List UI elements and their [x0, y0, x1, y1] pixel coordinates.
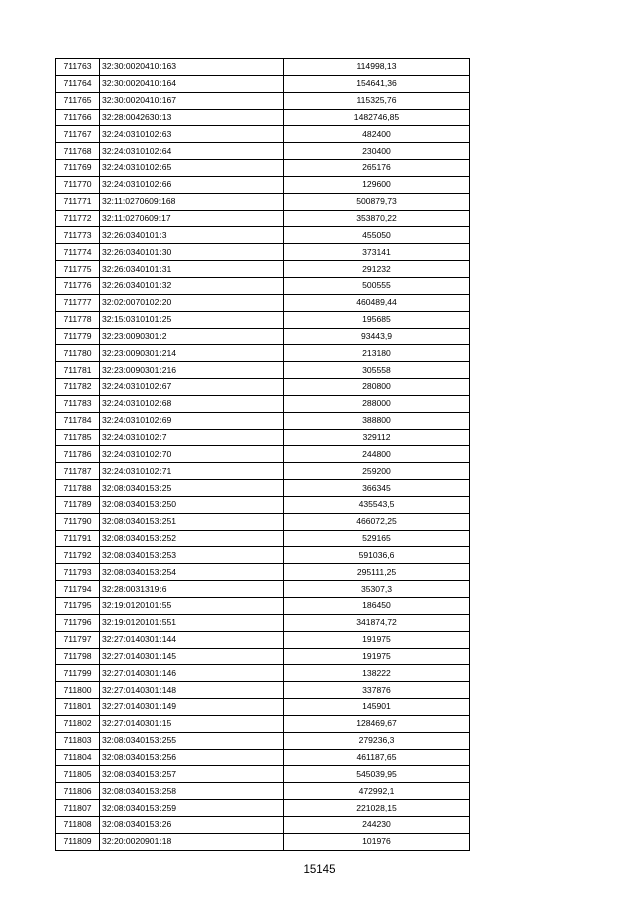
cadastral-value-cell: 213180: [284, 345, 470, 362]
cadastral-number-cell: 32:30:0020410:167: [100, 92, 284, 109]
cadastral-value-cell: 280800: [284, 379, 470, 396]
table-row: [56, 463, 470, 480]
cadastral-value-cell: 435543,5: [284, 496, 470, 513]
cadastral-value-cell: 259200: [284, 463, 470, 480]
row-id-cell: 711766: [56, 109, 100, 126]
cadastral-value-cell: 195685: [284, 311, 470, 328]
cadastral-value-cell: 128469,67: [284, 715, 470, 732]
cadastral-number-cell: 32:26:0340101:32: [100, 277, 284, 294]
cadastral-number-cell: 32:28:0042630:13: [100, 109, 284, 126]
cadastral-number-cell: 32:27:0140301:15: [100, 715, 284, 732]
row-id-cell: 711775: [56, 261, 100, 278]
table-row: [56, 429, 470, 446]
cadastral-number-cell: 32:24:0310102:66: [100, 176, 284, 193]
cadastral-number-cell: 32:24:0310102:70: [100, 446, 284, 463]
row-id-cell: 711778: [56, 311, 100, 328]
cadastral-number-cell: 32:27:0140301:144: [100, 631, 284, 648]
row-id-cell: 711786: [56, 446, 100, 463]
cadastral-number-cell: 32:08:0340153:257: [100, 766, 284, 783]
table-row: [56, 176, 470, 193]
cadastral-value-cell: 455050: [284, 227, 470, 244]
cadastral-number-cell: 32:08:0340153:258: [100, 783, 284, 800]
row-id-cell: 711764: [56, 75, 100, 92]
table-row: [56, 699, 470, 716]
cadastral-number-cell: 32:30:0020410:163: [100, 59, 284, 76]
table-row: [56, 800, 470, 817]
row-id-cell: 711770: [56, 176, 100, 193]
cadastral-number-cell: 32:23:0090301:216: [100, 362, 284, 379]
cadastral-value-cell: 145901: [284, 699, 470, 716]
row-id-cell: 711795: [56, 598, 100, 615]
row-id-cell: 711763: [56, 59, 100, 76]
cadastral-number-cell: 32:08:0340153:252: [100, 530, 284, 547]
cadastral-value-cell: 1482746,85: [284, 109, 470, 126]
cadastral-value-cell: 482400: [284, 126, 470, 143]
cadastral-number-cell: 32:08:0340153:250: [100, 496, 284, 513]
cadastral-value-cell: 500555: [284, 277, 470, 294]
row-id-cell: 711807: [56, 800, 100, 817]
table-row: [56, 294, 470, 311]
table-row: [56, 715, 470, 732]
cadastral-value-cell: 305558: [284, 362, 470, 379]
row-id-cell: 711780: [56, 345, 100, 362]
cadastral-value-cell: 373141: [284, 244, 470, 261]
table-row: [56, 412, 470, 429]
cadastral-value-cell: 337876: [284, 682, 470, 699]
cadastral-number-cell: 32:28:0031319:6: [100, 581, 284, 598]
table-row: [56, 59, 470, 76]
table-row: [56, 328, 470, 345]
table-row: [56, 395, 470, 412]
cadastral-value-cell: 545039,95: [284, 766, 470, 783]
row-id-cell: 711805: [56, 766, 100, 783]
table-row: [56, 816, 470, 833]
cadastral-value-cell: 265176: [284, 160, 470, 177]
cadastral-number-cell: 32:11:0270609:168: [100, 193, 284, 210]
cadastral-value-cell: 129600: [284, 176, 470, 193]
table-row: [56, 126, 470, 143]
table-row: [56, 665, 470, 682]
cadastral-number-cell: 32:27:0140301:146: [100, 665, 284, 682]
cadastral-value-table: [55, 58, 470, 851]
row-id-cell: 711788: [56, 480, 100, 497]
cadastral-value-cell: 329112: [284, 429, 470, 446]
cadastral-number-cell: 32:30:0020410:164: [100, 75, 284, 92]
cadastral-number-cell: 32:26:0340101:31: [100, 261, 284, 278]
table-row: [56, 614, 470, 631]
cadastral-number-cell: 32:19:0120101:551: [100, 614, 284, 631]
row-id-cell: 711793: [56, 564, 100, 581]
table-row: [56, 244, 470, 261]
cadastral-number-cell: 32:23:0090301:214: [100, 345, 284, 362]
table-row: [56, 598, 470, 615]
cadastral-value-cell: 230400: [284, 143, 470, 160]
row-id-cell: 711785: [56, 429, 100, 446]
page-number: 15145: [303, 864, 336, 876]
table-row: [56, 564, 470, 581]
table-row: [56, 143, 470, 160]
row-id-cell: 711772: [56, 210, 100, 227]
table-row: [56, 513, 470, 530]
table-row: [56, 379, 470, 396]
table-row: [56, 682, 470, 699]
table-row: [56, 581, 470, 598]
cadastral-number-cell: 32:23:0090301:2: [100, 328, 284, 345]
cadastral-value-cell: 115325,76: [284, 92, 470, 109]
cadastral-number-cell: 32:08:0340153:253: [100, 547, 284, 564]
table-row: [56, 648, 470, 665]
table-row: [56, 227, 470, 244]
row-id-cell: 711796: [56, 614, 100, 631]
row-id-cell: 711771: [56, 193, 100, 210]
cadastral-number-cell: 32:02:0070102:20: [100, 294, 284, 311]
cadastral-value-cell: 353870,22: [284, 210, 470, 227]
row-id-cell: 711808: [56, 816, 100, 833]
row-id-cell: 711794: [56, 581, 100, 598]
table-row: [56, 766, 470, 783]
row-id-cell: 711802: [56, 715, 100, 732]
row-id-cell: 711801: [56, 699, 100, 716]
cadastral-value-cell: 154641,36: [284, 75, 470, 92]
cadastral-value-cell: 500879,73: [284, 193, 470, 210]
cadastral-number-cell: 32:24:0310102:7: [100, 429, 284, 446]
cadastral-value-cell: 461187,65: [284, 749, 470, 766]
table-row: [56, 193, 470, 210]
cadastral-number-cell: 32:24:0310102:67: [100, 379, 284, 396]
cadastral-value-cell: 460489,44: [284, 294, 470, 311]
cadastral-value-cell: 591036,6: [284, 547, 470, 564]
table-row: [56, 160, 470, 177]
row-id-cell: 711790: [56, 513, 100, 530]
row-id-cell: 711773: [56, 227, 100, 244]
table-row: [56, 311, 470, 328]
cadastral-number-cell: 32:24:0310102:69: [100, 412, 284, 429]
table-row: [56, 530, 470, 547]
cadastral-number-cell: 32:24:0310102:68: [100, 395, 284, 412]
row-id-cell: 711798: [56, 648, 100, 665]
table-row: [56, 631, 470, 648]
row-id-cell: 711776: [56, 277, 100, 294]
cadastral-number-cell: 32:19:0120101:55: [100, 598, 284, 615]
cadastral-value-cell: 138222: [284, 665, 470, 682]
cadastral-value-cell: 529165: [284, 530, 470, 547]
row-id-cell: 711806: [56, 783, 100, 800]
row-id-cell: 711767: [56, 126, 100, 143]
table-row: [56, 446, 470, 463]
cadastral-value-cell: 388800: [284, 412, 470, 429]
row-id-cell: 711781: [56, 362, 100, 379]
cadastral-value-cell: 101976: [284, 833, 470, 850]
table-row: [56, 75, 470, 92]
row-id-cell: 711804: [56, 749, 100, 766]
row-id-cell: 711784: [56, 412, 100, 429]
cadastral-value-cell: 288000: [284, 395, 470, 412]
table-row: [56, 783, 470, 800]
row-id-cell: 711768: [56, 143, 100, 160]
cadastral-number-cell: 32:24:0310102:71: [100, 463, 284, 480]
row-id-cell: 711799: [56, 665, 100, 682]
cadastral-number-cell: 32:11:0270609:17: [100, 210, 284, 227]
cadastral-number-cell: 32:08:0340153:256: [100, 749, 284, 766]
cadastral-number-cell: 32:24:0310102:65: [100, 160, 284, 177]
cadastral-number-cell: 32:27:0140301:149: [100, 699, 284, 716]
cadastral-value-cell: 291232: [284, 261, 470, 278]
cadastral-value-cell: 191975: [284, 631, 470, 648]
cadastral-number-cell: 32:26:0340101:30: [100, 244, 284, 261]
row-id-cell: 711809: [56, 833, 100, 850]
cadastral-value-cell: 279236,3: [284, 732, 470, 749]
row-id-cell: 711797: [56, 631, 100, 648]
cadastral-number-cell: 32:08:0340153:254: [100, 564, 284, 581]
cadastral-number-cell: 32:27:0140301:148: [100, 682, 284, 699]
table-row: [56, 749, 470, 766]
cadastral-number-cell: 32:26:0340101:3: [100, 227, 284, 244]
row-id-cell: 711769: [56, 160, 100, 177]
row-id-cell: 711779: [56, 328, 100, 345]
cadastral-value-cell: 341874,72: [284, 614, 470, 631]
table-body: [56, 59, 470, 851]
cadastral-value-cell: 466072,25: [284, 513, 470, 530]
table-row: [56, 833, 470, 850]
row-id-cell: 711792: [56, 547, 100, 564]
cadastral-value-cell: 186450: [284, 598, 470, 615]
cadastral-value-cell: 366345: [284, 480, 470, 497]
cadastral-number-cell: 32:24:0310102:63: [100, 126, 284, 143]
cadastral-number-cell: 32:08:0340153:25: [100, 480, 284, 497]
table-row: [56, 547, 470, 564]
table-row: [56, 92, 470, 109]
table-row: [56, 345, 470, 362]
row-id-cell: 711782: [56, 379, 100, 396]
cadastral-value-cell: 244230: [284, 816, 470, 833]
cadastral-value-cell: 93443,9: [284, 328, 470, 345]
cadastral-number-cell: 32:15:0310101:25: [100, 311, 284, 328]
cadastral-number-cell: 32:08:0340153:251: [100, 513, 284, 530]
table-row: [56, 496, 470, 513]
cadastral-value-cell: 472992,1: [284, 783, 470, 800]
cadastral-value-cell: 191975: [284, 648, 470, 665]
cadastral-number-cell: 32:08:0340153:259: [100, 800, 284, 817]
cadastral-value-cell: 114998,13: [284, 59, 470, 76]
row-id-cell: 711791: [56, 530, 100, 547]
row-id-cell: 711787: [56, 463, 100, 480]
table-row: [56, 480, 470, 497]
row-id-cell: 711783: [56, 395, 100, 412]
table-row: [56, 732, 470, 749]
table-row: [56, 210, 470, 227]
row-id-cell: 711803: [56, 732, 100, 749]
cadastral-number-cell: 32:27:0140301:145: [100, 648, 284, 665]
table-row: [56, 277, 470, 294]
row-id-cell: 711774: [56, 244, 100, 261]
row-id-cell: 711765: [56, 92, 100, 109]
cadastral-value-cell: 221028,15: [284, 800, 470, 817]
cadastral-number-cell: 32:20:0020901:18: [100, 833, 284, 850]
cadastral-number-cell: 32:08:0340153:26: [100, 816, 284, 833]
cadastral-number-cell: 32:08:0340153:255: [100, 732, 284, 749]
row-id-cell: 711777: [56, 294, 100, 311]
cadastral-number-cell: 32:24:0310102:64: [100, 143, 284, 160]
table-row: [56, 109, 470, 126]
row-id-cell: 711789: [56, 496, 100, 513]
cadastral-value-cell: 295111,25: [284, 564, 470, 581]
cadastral-value-cell: 35307,3: [284, 581, 470, 598]
table-row: [56, 261, 470, 278]
cadastral-value-cell: 244800: [284, 446, 470, 463]
table-row: [56, 362, 470, 379]
row-id-cell: 711800: [56, 682, 100, 699]
